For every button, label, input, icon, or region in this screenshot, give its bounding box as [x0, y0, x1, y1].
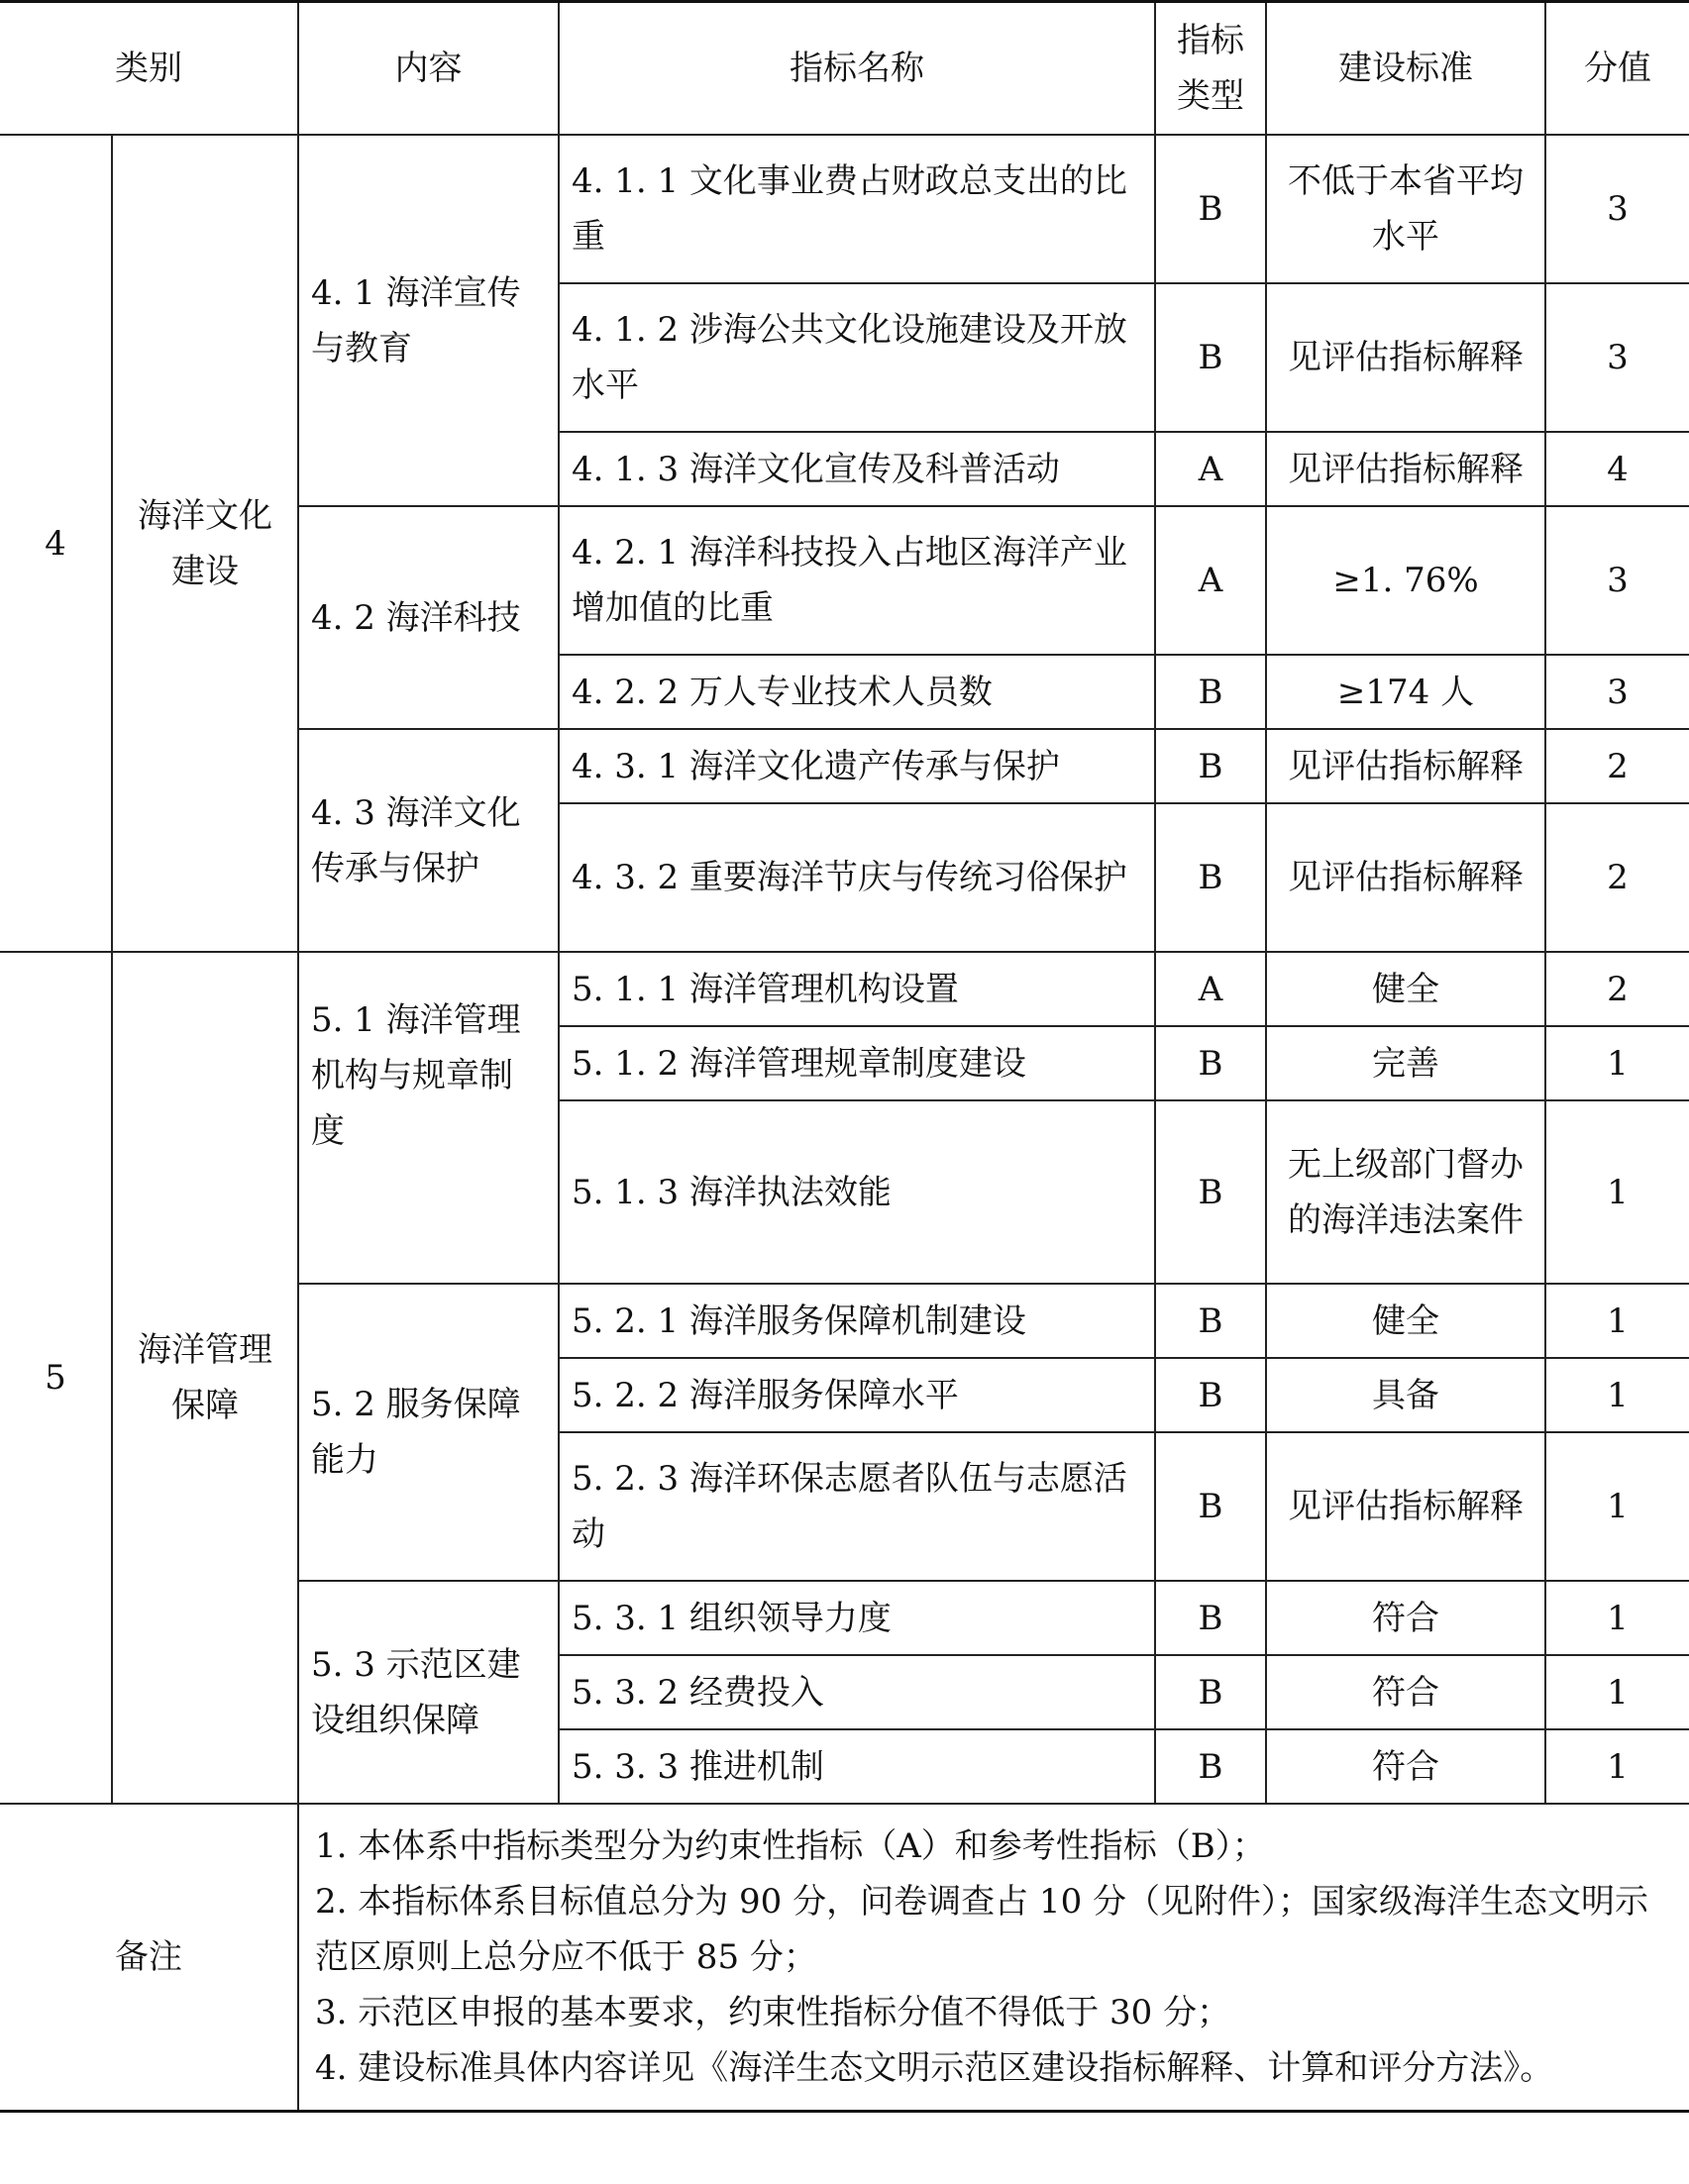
indicator-score: 1	[1545, 1432, 1689, 1581]
indicator-score: 1	[1545, 1358, 1689, 1432]
indicator-name: 4. 1. 1 文化事业费占财政总支出的比重	[559, 135, 1155, 283]
indicator-standard: 见评估指标解释	[1266, 283, 1545, 432]
indicator-score: 3	[1545, 283, 1689, 432]
indicator-standard: 见评估指标解释	[1266, 729, 1545, 803]
indicator-score: 2	[1545, 729, 1689, 803]
indicator-standard: 见评估指标解释	[1266, 432, 1545, 506]
indicator-type: B	[1155, 655, 1266, 729]
indicator-type: B	[1155, 1284, 1266, 1358]
note-line: 4. 建设标准具体内容详见《海洋生态文明示范区建设指标解释、计算和评分方法》。	[315, 2048, 1554, 2088]
indicator-standard: ≥1. 76%	[1266, 506, 1545, 655]
subgroup-label: 5. 1 海洋管理机构与规章制度	[298, 952, 559, 1284]
indicator-name: 5. 3. 3 推进机制	[559, 1729, 1155, 1804]
indicator-score: 1	[1545, 1581, 1689, 1655]
notes-row	[0, 1804, 1689, 2112]
indicator-score: 1	[1545, 1284, 1689, 1358]
indicator-name: 5. 3. 2 经费投入	[559, 1655, 1155, 1729]
subgroup-label: 5. 3 示范区建设组织保障	[298, 1581, 559, 1804]
indicator-score: 3	[1545, 135, 1689, 283]
header-row	[0, 2, 1689, 136]
indicator-score: 1	[1545, 1100, 1689, 1284]
indicator-score: 1	[1545, 1729, 1689, 1804]
indicator-type: B	[1155, 283, 1266, 432]
group-number: 4	[0, 135, 112, 952]
group-number: 5	[0, 952, 112, 1804]
indicator-score: 4	[1545, 432, 1689, 506]
indicator-standard: 不低于本省平均水平	[1266, 135, 1545, 283]
subgroup-label: 4. 1 海洋宣传与教育	[298, 135, 559, 506]
indicator-standard: 符合	[1266, 1655, 1545, 1729]
indicator-type: B	[1155, 1581, 1266, 1655]
indicator-name: 5. 2. 3 海洋环保志愿者队伍与志愿活动	[559, 1432, 1155, 1581]
note-line: 2. 本指标体系目标值总分为 90 分，问卷调查占 10 分（见附件）；国家级海洋生态文明示范区原则上总分应不低于 85 分；	[315, 1882, 1649, 1977]
indicator-type: B	[1155, 1729, 1266, 1804]
indicator-name: 5. 1. 3 海洋执法效能	[559, 1100, 1155, 1284]
indicator-type: A	[1155, 506, 1266, 655]
indicator-type: B	[1155, 803, 1266, 952]
indicator-name: 5. 3. 1 组织领导力度	[559, 1581, 1155, 1655]
indicator-score: 2	[1545, 952, 1689, 1026]
indicator-type: A	[1155, 432, 1266, 506]
indicator-standard: 符合	[1266, 1729, 1545, 1804]
table-row	[0, 135, 1689, 283]
header-content: 内容	[298, 2, 559, 136]
indicator-name: 5. 1. 2 海洋管理规章制度建设	[559, 1026, 1155, 1100]
table-row	[0, 952, 1689, 1026]
indicator-type: B	[1155, 1100, 1266, 1284]
indicator-name: 5. 2. 1 海洋服务保障机制建设	[559, 1284, 1155, 1358]
group-name: 海洋文化建设	[112, 135, 298, 952]
indicator-standard: 见评估指标解释	[1266, 1432, 1545, 1581]
subgroup-label: 5. 2 服务保障能力	[298, 1284, 559, 1581]
indicator-name: 4. 2. 1 海洋科技投入占地区海洋产业增加值的比重	[559, 506, 1155, 655]
indicator-standard: 见评估指标解释	[1266, 803, 1545, 952]
header-score: 分值	[1545, 2, 1689, 136]
indicator-standard: 健全	[1266, 952, 1545, 1026]
subgroup-label: 4. 2 海洋科技	[298, 506, 559, 729]
indicator-standard: 完善	[1266, 1026, 1545, 1100]
indicator-standard: ≥174 人	[1266, 655, 1545, 729]
indicator-name: 4. 1. 2 涉海公共文化设施建设及开放水平	[559, 283, 1155, 432]
header-standard: 建设标准	[1266, 2, 1545, 136]
indicator-type: B	[1155, 135, 1266, 283]
indicator-type: B	[1155, 1026, 1266, 1100]
indicator-type: B	[1155, 1432, 1266, 1581]
header-indicator-name: 指标名称	[559, 2, 1155, 136]
note-line: 3. 示范区申报的基本要求，约束性指标分值不得低于 30 分；	[315, 1993, 1231, 2032]
indicator-standard: 健全	[1266, 1284, 1545, 1358]
indicator-type: A	[1155, 952, 1266, 1026]
indicator-score: 2	[1545, 803, 1689, 952]
group-name: 海洋管理保障	[112, 952, 298, 1804]
header-indicator-type: 指标类型	[1155, 2, 1266, 136]
indicator-standard: 无上级部门督办的海洋违法案件	[1266, 1100, 1545, 1284]
indicator-standard: 符合	[1266, 1581, 1545, 1655]
indicator-score: 3	[1545, 506, 1689, 655]
notes-content	[298, 1804, 1689, 2112]
notes-label: 备注	[0, 1804, 298, 2112]
note-line: 1. 本体系中指标类型分为约束性指标（A）和参考性指标（B）；	[315, 1826, 1266, 1866]
header-category: 类别	[0, 2, 298, 136]
indicator-score: 1	[1545, 1655, 1689, 1729]
indicator-name: 5. 2. 2 海洋服务保障水平	[559, 1358, 1155, 1432]
indicator-standard: 具备	[1266, 1358, 1545, 1432]
indicator-name: 4. 1. 3 海洋文化宣传及科普活动	[559, 432, 1155, 506]
indicator-type: B	[1155, 1358, 1266, 1432]
indicator-score: 3	[1545, 655, 1689, 729]
subgroup-label: 4. 3 海洋文化传承与保护	[298, 729, 559, 952]
indicator-name: 4. 2. 2 万人专业技术人员数	[559, 655, 1155, 729]
indicator-name: 5. 1. 1 海洋管理机构设置	[559, 952, 1155, 1026]
indicator-name: 4. 3. 2 重要海洋节庆与传统习俗保护	[559, 803, 1155, 952]
indicator-name: 4. 3. 1 海洋文化遗产传承与保护	[559, 729, 1155, 803]
indicator-type: B	[1155, 1655, 1266, 1729]
indicator-type: B	[1155, 729, 1266, 803]
indicator-score: 1	[1545, 1026, 1689, 1100]
